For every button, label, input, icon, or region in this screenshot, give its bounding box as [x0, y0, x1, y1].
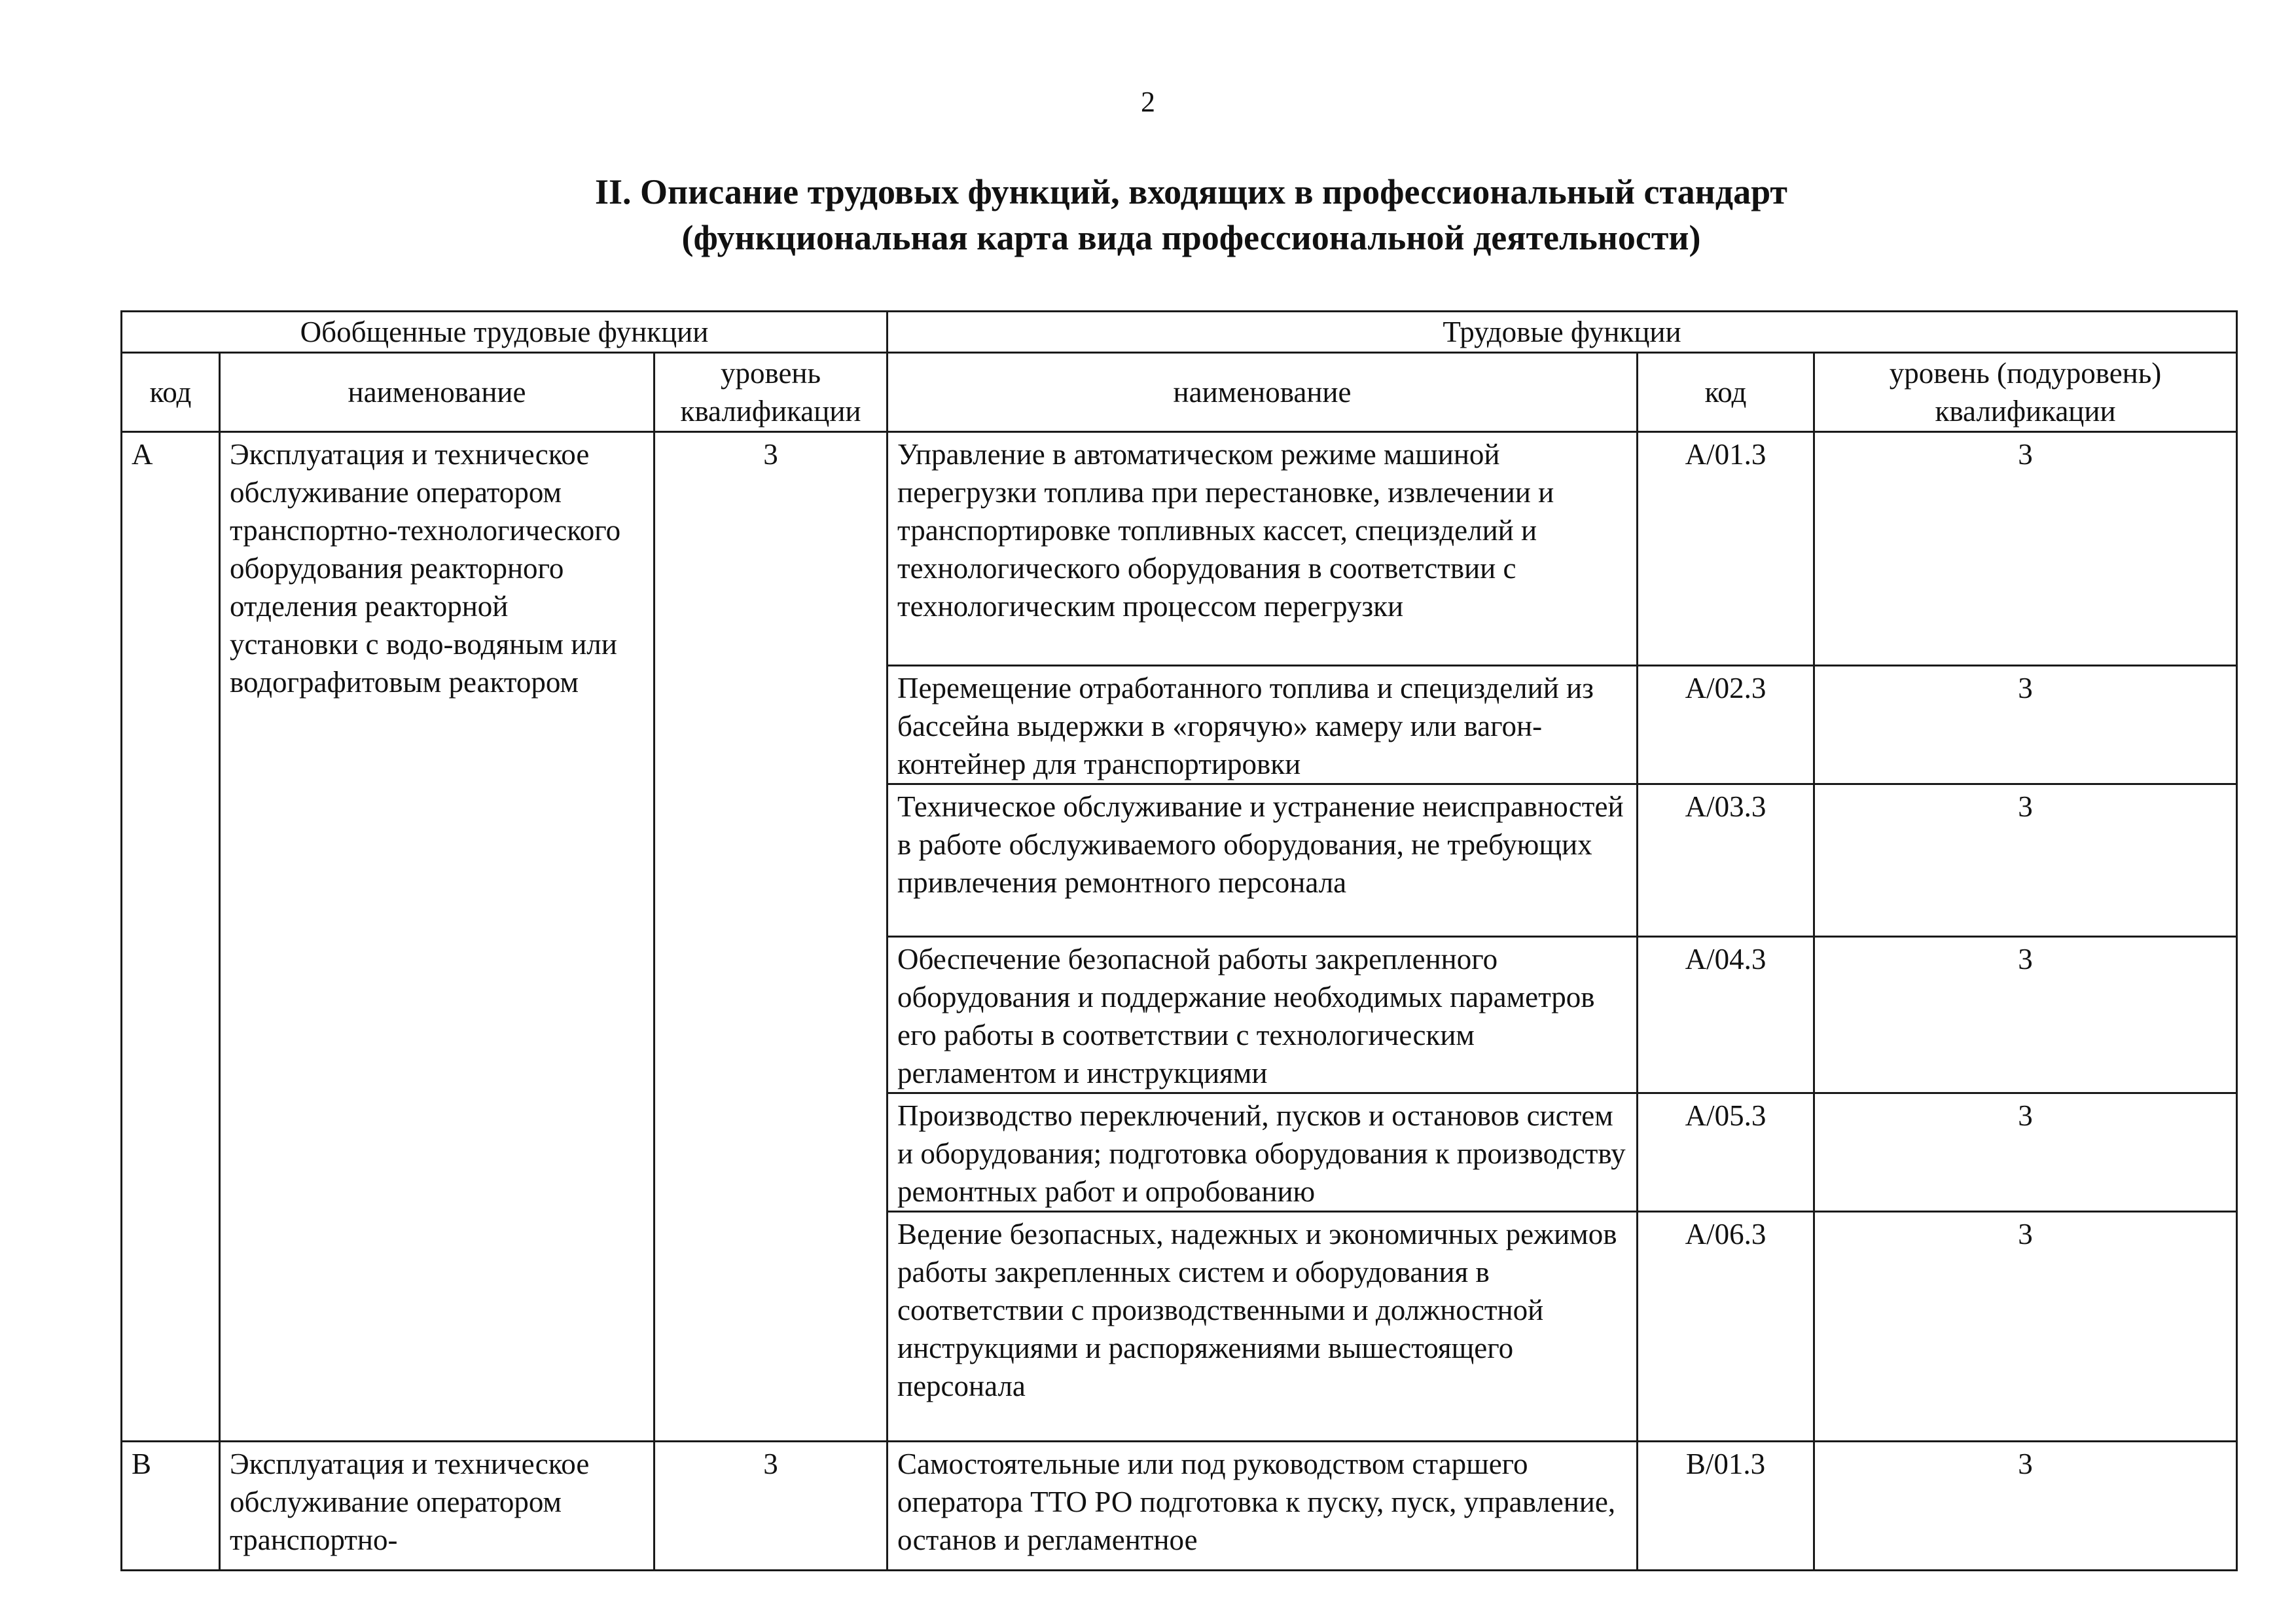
header-tf-code: код: [1638, 353, 1814, 432]
function-name: Производство переключений, пусков и остановов систем и оборудования; подготовка оборудования к производству ремонтных работ и опробованию: [888, 1093, 1638, 1212]
group-code: A: [122, 432, 220, 1442]
function-name: Самостоятельные или под руководством старшего оператора ТТО РО подготовка к пуску, пуск, управление, останов и регламентное: [888, 1442, 1638, 1571]
table-group-header-row: [122, 312, 2237, 353]
header-generalized-functions: Обобщенные трудовые функции: [122, 312, 888, 353]
header-gen-code: код: [122, 353, 220, 432]
page-number: 2: [1141, 86, 1155, 118]
group-level: 3: [655, 1442, 888, 1571]
function-level: 3: [1814, 937, 2237, 1093]
function-name: Техническое обслуживание и устранение неисправностей в работе обслуживаемого оборудования, не требующих привлечения ремонтного персонала: [888, 784, 1638, 937]
group-name: Эксплуатация и техническое обслуживание оператором транспортно-: [220, 1442, 655, 1571]
function-code: A/06.3: [1638, 1212, 1814, 1442]
functional-map-table: [120, 310, 2238, 1571]
function-code: A/04.3: [1638, 937, 1814, 1093]
function-level: 3: [1814, 666, 2237, 784]
group-level: 3: [655, 432, 888, 1442]
table-row: [122, 1442, 2237, 1571]
section-title-line-2: (функциональная карта вида профессиональной деятельности): [681, 218, 1701, 257]
table-column-header-row: [122, 353, 2237, 432]
header-gen-level: уровень квалификации: [655, 353, 888, 432]
function-code: A/01.3: [1638, 432, 1814, 666]
function-level: 3: [1814, 1442, 2237, 1571]
function-code: A/03.3: [1638, 784, 1814, 937]
function-level: 3: [1814, 784, 2237, 937]
function-name: Перемещение отработанного топлива и специзделий из бассейна выдержки в «горячую» камеру или вагон-контейнер для транспортировки: [888, 666, 1638, 784]
function-name: Обеспечение безопасной работы закрепленного оборудования и поддержание необходимых параметров его работы в соответствии с технологическим регламентом и инструкциями: [888, 937, 1638, 1093]
group-name: Эксплуатация и техническое обслуживание оператором транспортно-технологического оборудования реакторного отделения реакторной установки с водо-водяным или водографитовым реактором: [220, 432, 655, 1442]
function-code: A/05.3: [1638, 1093, 1814, 1212]
function-level: 3: [1814, 432, 2237, 666]
function-name: Управление в автоматическом режиме машиной перегрузки топлива при перестановке, извлечении и транспортировке топливных кассет, специзделий и технологического оборудования в соответствии с технологическим процессом перегрузки: [888, 432, 1638, 666]
header-tf-level: уровень (подуровень) квалификации: [1814, 353, 2237, 432]
section-title: [262, 169, 2121, 261]
function-name: Ведение безопасных, надежных и экономичных режимов работы закрепленных систем и оборудования в соответствии с производственными и должностной инструкциями и распоряжениями вышестоящего персонала: [888, 1212, 1638, 1442]
header-labor-functions: Трудовые функции: [888, 312, 2237, 353]
header-tf-name: наименование: [888, 353, 1638, 432]
function-code: A/02.3: [1638, 666, 1814, 784]
section-title-line-1: II. Описание трудовых функций, входящих в профессиональный стандарт: [595, 172, 1787, 211]
table-row: [122, 432, 2237, 666]
header-gen-name: наименование: [220, 353, 655, 432]
function-level: 3: [1814, 1093, 2237, 1212]
group-code: B: [122, 1442, 220, 1571]
function-code: B/01.3: [1638, 1442, 1814, 1571]
function-level: 3: [1814, 1212, 2237, 1442]
